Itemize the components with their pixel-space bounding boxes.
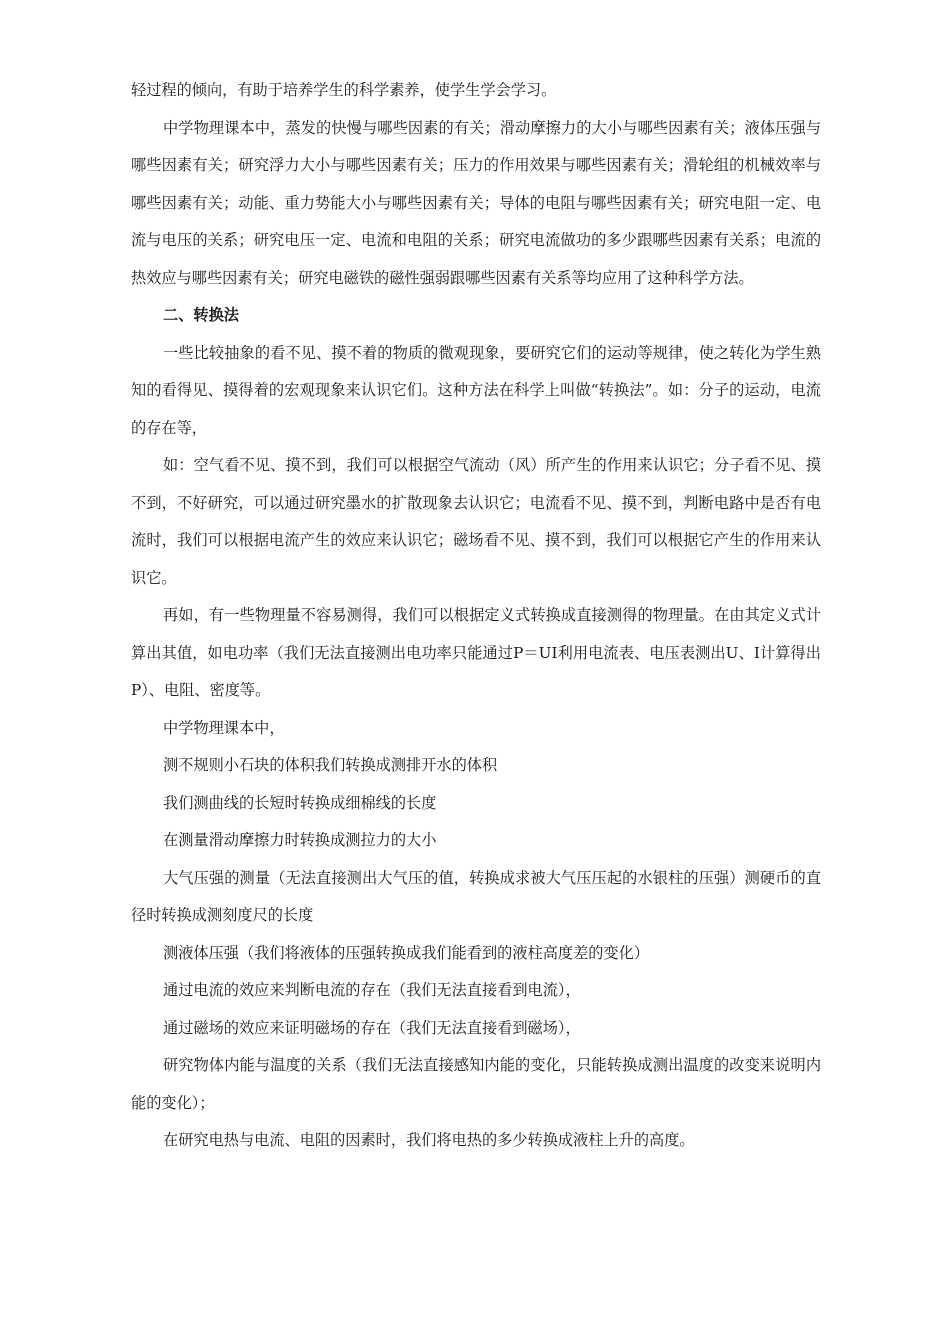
paragraph-factors-examples: 中学物理课本中，蒸发的快慢与哪些因素的有关；滑动摩擦力的大小与哪些因素有关；液体压强与哪些因素有关；研究浮力大小与哪些因素有关；压力的作用效果与哪些因素有关；滑轮组的机械效率与哪些因素有关；动能、重力势能大小与哪些因素有关；导体的电阻与哪些因素有关；研究电阻一定、电流与电压的关系；研究电压一定、电流和电阻的关系；研究电流做功的多少跟哪些因素有关系；电流的热效应与哪些因素有关；研究电磁铁的磁性强弱跟哪些因素有关系等均应用了这种科学方法。	[131, 118, 821, 287]
paragraph-physical-quantities: 再如，有一些物理量不容易测得，我们可以根据定义式转换成直接测得的物理量。在由其定义式计算出其值，如电功率（我们无法直接测出电功率只能通过P＝UI利用电流表、电压表测出U、I计算得出P）、电阻、密度等。	[131, 606, 821, 699]
section-heading: 二、转换法	[163, 306, 239, 324]
list-item: 测不规则小石块的体积我们转换成测排开水的体积	[163, 756, 498, 774]
paragraph-intro-tail: 轻过程的倾向，有助于培养学生的科学素养，使学生学会学习。	[131, 81, 557, 99]
paragraph-conversion-method: 一些比较抽象的看不见、摸不着的物质的微观现象，要研究它们的运动等规律，使之转化为学生熟知的看得见、摸得着的宏观现象来认识它们。这种方法在科学上叫做“转换法”。如：分子的运动，电流的存在等，	[131, 343, 821, 437]
list-item: 测液体压强（我们将液体的压强转换成我们能看到的液柱高度差的变化）	[163, 943, 649, 962]
list-item: 在测量滑动摩擦力时转换成测拉力的大小	[163, 831, 437, 849]
list-item: 我们测曲线的长短时转换成细棉线的长度	[163, 793, 437, 812]
list-item: 大气压强的测量（无法直接测出大气压的值，转换成求被大气压压起的水银柱的压强）测硬币的直径时转换成测刻度尺的长度	[131, 868, 821, 924]
paragraph-invisible-examples: 如：空气看不见、摸不到，我们可以根据空气流动（风）所产生的作用来认识它；分子看不见、摸不到，不好研究，可以通过研究墨水的扩散现象去认识它；电流看不见、摸不到，判断电路中是否有电流时，我们可以根据电流产生的效应来认识它；磁场看不见、摸不到，我们可以根据它产生的作用来认识它。	[131, 456, 821, 587]
list-item: 通过磁场的效应来证明磁场的存在（我们无法直接看到磁场），	[163, 1018, 581, 1037]
list-item: 中学物理课本中，	[163, 718, 285, 737]
document-body	[131, 72, 821, 1160]
list-item: 研究物体内能与温度的关系（我们无法直接感知内能的变化，只能转换成测出温度的改变来说明内能的变化）；	[131, 1056, 821, 1112]
list-item: 通过电流的效应来判断电流的存在（我们无法直接看到电流），	[163, 981, 581, 999]
list-item: 在研究电热与电流、电阻的因素时，我们将电热的多少转换成液柱上升的高度。	[163, 1131, 695, 1149]
